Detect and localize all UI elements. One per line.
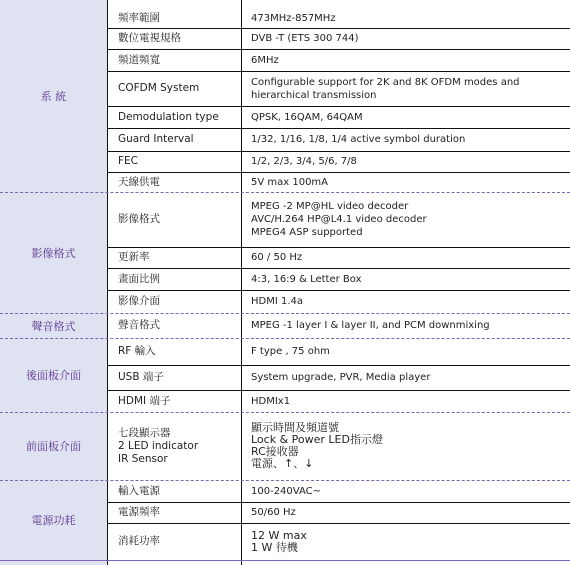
row-label: 數位電視規格 [118,32,181,44]
row-value: 5V max 100mA [251,176,329,188]
row-value: DVB -T (ETS 300 744) [251,33,359,44]
row-label: USB 端子 [118,371,164,383]
row-label: FEC [118,155,139,167]
row-label: 更新率 [118,251,150,263]
row-label: 影像格式 [118,213,160,225]
row-value: 50/60 Hz [251,507,296,518]
row-value: Configurable support for 2K and 8K OFDM modes and hierarchical transmission [251,76,520,101]
row-value: F type , 75 ohm [251,346,330,357]
row-label: 電源頻率 [118,506,160,518]
section-front-panel-label: 前面板介面 [26,440,81,453]
row-label: Demodulation type [118,110,219,123]
row-label: 畫面比例 [118,272,160,285]
row-label: 影像介面 [118,295,160,307]
row-label: 聲音格式 [118,319,160,331]
row-label: Guard Interval [118,133,194,145]
row-value: 1/2, 2/3, 3/4, 5/6, 7/8 [251,156,357,167]
row-label: 天線供電 [118,175,160,188]
row-label: COFDM System [118,82,200,94]
row-value: 4:3, 16:9 & Letter Box [251,273,362,285]
row-value: 6MHz [251,54,279,66]
row-label: HDMI 端子 [118,394,171,407]
section-rear-panel-label: 後面板介面 [26,369,81,382]
section-audio-label: 聲音格式 [31,319,76,333]
row-value: 顯示時間及頻道號 Lock & Power LED指示燈 RC接收器 電源、↑、↓ [251,421,383,470]
row-value: 1/32, 1/16, 1/8, 1/4 active symbol duration [251,134,466,145]
row-label: 七段顯示器 2 LED indicator IR Sensor [118,426,199,465]
row-label: 消耗功率 [118,535,160,547]
row-value: QPSK, 16QAM, 64QAM [251,111,363,123]
row-label: 頻率範圍 [118,12,160,24]
row-value: MPEG -2 MP@HL video decoder AVC/H.264 HP@L4.1 video decoder MPEG4 ASP supported [251,201,427,238]
row-value: System upgrade, PVR, Media player [251,372,431,383]
row-label: RF 輸入 [118,345,156,357]
row-value: 473MHz-857MHz [251,13,336,24]
row-value: 100-240VAC~ [251,485,322,497]
table-bottom-border [0,560,570,561]
row-value: MPEG -1 layer I & layer II, and PCM downmixing [251,320,490,331]
row-value: HDMI 1.4a [251,296,304,307]
row-value: HDMIx1 [251,395,291,407]
row-label: 輸入電源 [118,484,160,497]
section-power-label: 電源功耗 [31,514,76,527]
section-video-label: 影像格式 [31,246,76,260]
section-system-label: 系 統 [40,90,67,103]
row-label: 頻道頻寬 [118,53,160,66]
row-value: 12 W max 1 W 待機 [251,528,307,554]
row-value: 60 / 50 Hz [251,252,303,263]
